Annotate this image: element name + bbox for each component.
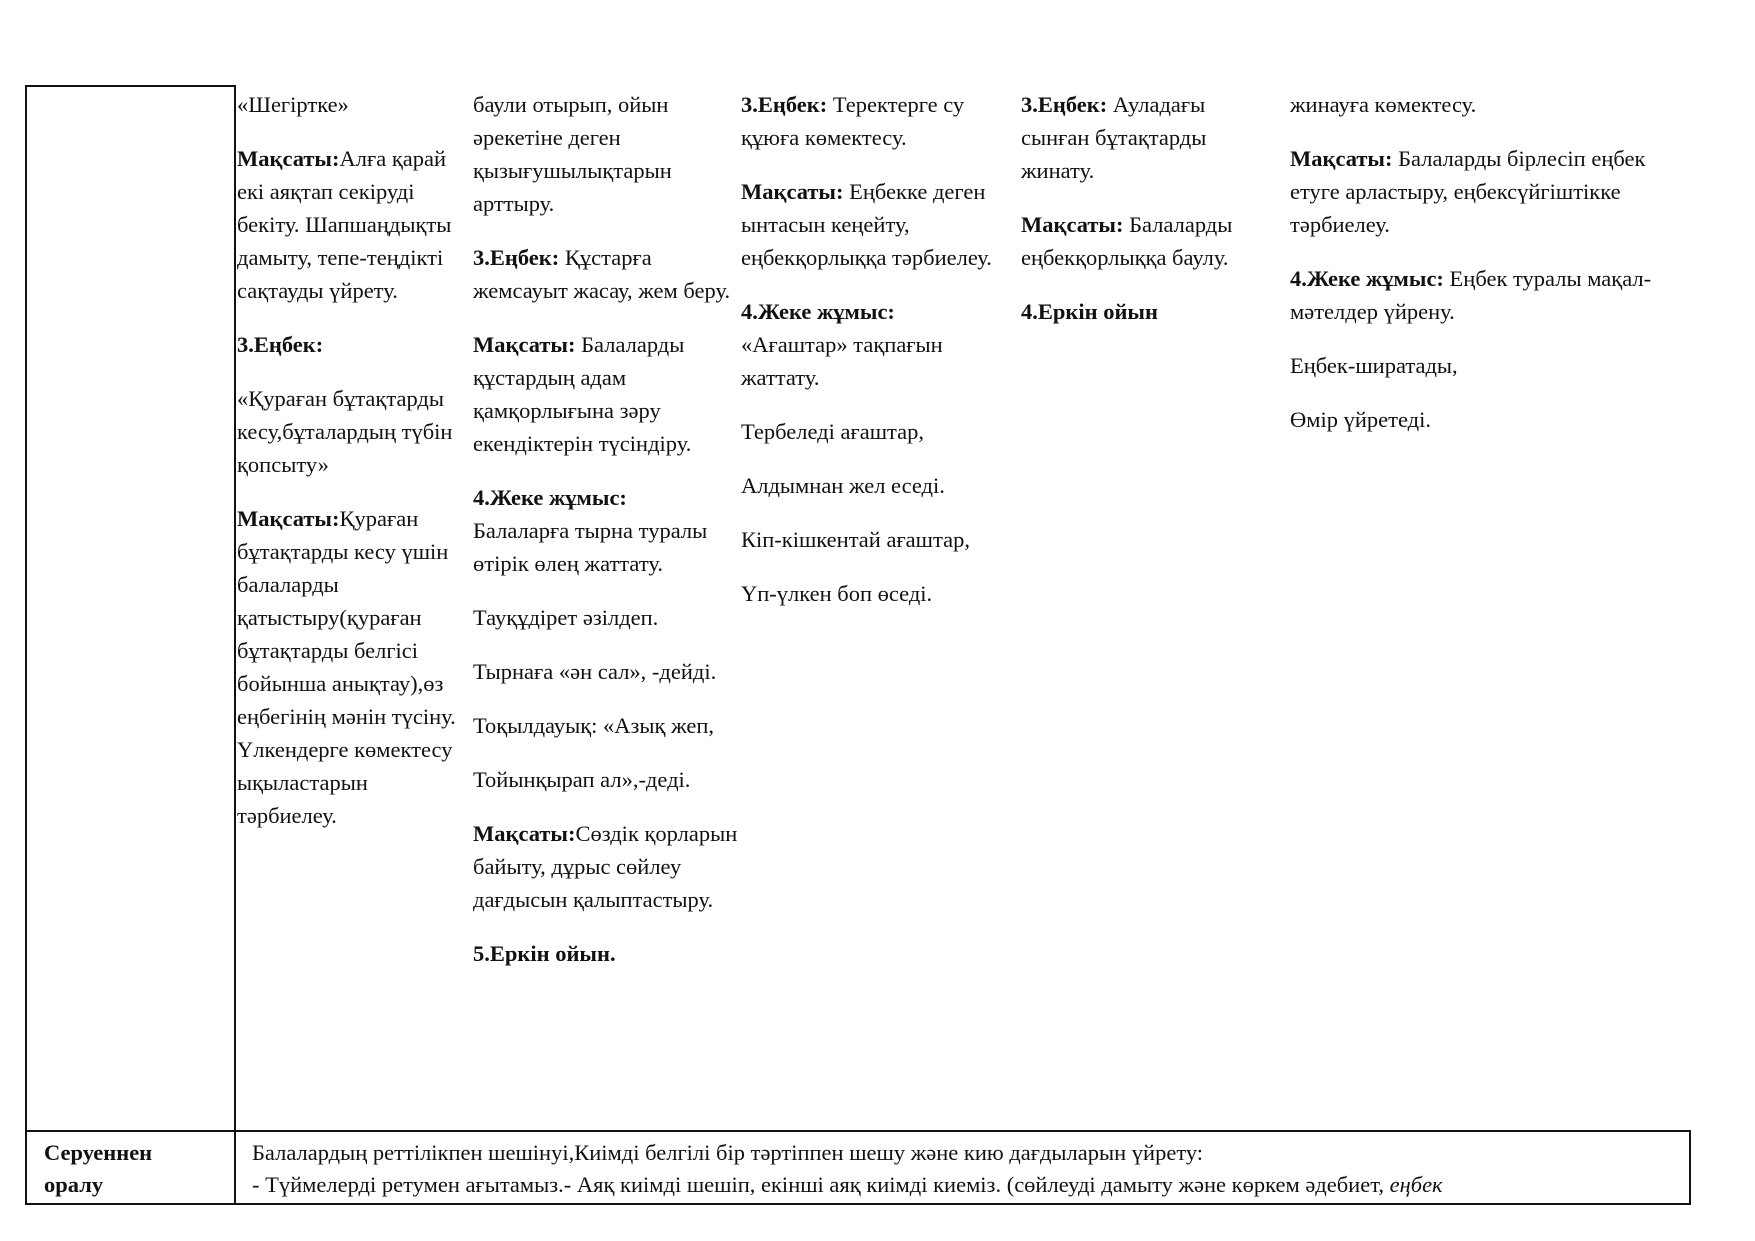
row-label-line: оралу: [44, 1172, 104, 1197]
col4-paragraph: [1021, 295, 1256, 328]
col3-individual-text: «Ағаштар» тақпағын жаттату.: [741, 332, 943, 390]
col3-poem-line: Алдымнан жел еседі.: [741, 473, 945, 498]
col1-paragraph: [237, 502, 472, 832]
row-content-italic: еңбек: [1389, 1172, 1443, 1197]
col2-poem-line: Тауқұдірет әзілдеп.: [473, 605, 659, 630]
col4-goal-text: Балаларды еңбекқорлыққа баулу.: [1021, 212, 1233, 270]
row-content-return-from-walk: [252, 1137, 1692, 1201]
column-3: [741, 88, 1013, 631]
col2-p1: баули отырып, ойын әрекетіне деген қызығушылықтарын арттыру.: [473, 92, 672, 216]
col2-poem-line: Тойынқырап ал»,-деді.: [473, 767, 691, 792]
col5-goal-text: Балаларды бірлесіп еңбек етуге арластыру, еңбексүйгіштікке тәрбиелеу.: [1290, 146, 1646, 237]
col5-paragraph: [1290, 349, 1700, 382]
col1-labor-text: «Қураған бұтақтарды кесу,бұталардың түбін қопсыту»: [237, 386, 453, 477]
col3-paragraph: [741, 577, 1013, 610]
col3-paragraph: [741, 295, 1013, 394]
col3-labor-text: Теректерге су құюға көмектесу.: [741, 92, 965, 150]
col3-poem-line: Үп-үлкен боп өседі.: [741, 581, 933, 606]
col2-goal-label: Мақсаты:: [473, 332, 576, 357]
col1-goal-text: Алға қарай екі аяқтап секіруді бекіту. Шапшаңдықты дамыту, тепе-теңдікті сақтауды үйрету.: [237, 146, 452, 303]
col5-individual-text: Еңбек туралы мақал-мәтелдер үйрену.: [1290, 266, 1652, 324]
col3-poem-line: Тербеледі ағаштар,: [741, 419, 924, 444]
col2-paragraph: [473, 937, 743, 970]
row-label-return-from-walk: [44, 1137, 152, 1201]
col1-goal2-text: Қураған бұтақтарды кесу үшін балаларды қатыстыру(қураған бұтақтарды белгісі бойынша анықтау),өз еңбегінің мәнін түсіну. Үлкендерге көмектесу ықыластарын тәрбиелеу.: [237, 506, 456, 828]
row-content-text: - Түймелерді ретумен ағытамыз.- Аяқ киімді шешіп, екінші аяқ киімді киеміз. (сөйлеуді дамыту және көркем әдебиет,: [252, 1172, 1390, 1197]
col3-paragraph: [741, 523, 1013, 556]
col2-individual-label: 4.Жеке жұмыс:: [473, 485, 627, 510]
column-4: [1021, 88, 1256, 349]
col2-free-play: 5.Еркін ойын.: [473, 941, 616, 966]
col1-goal2-label: Мақсаты:: [237, 506, 340, 531]
col2-paragraph: [473, 328, 743, 460]
col3-individual-label: 4.Жеке жұмыс:: [741, 299, 895, 324]
column-2: [473, 88, 743, 991]
col1-goal-label: Мақсаты:: [237, 146, 340, 171]
col2-paragraph: [473, 655, 743, 688]
column-divider: [234, 85, 236, 1205]
column-5: [1290, 88, 1700, 457]
col2-paragraph: [473, 817, 743, 916]
col2-paragraph: [473, 601, 743, 634]
col3-paragraph: [741, 88, 1013, 154]
col5-goal-label: Мақсаты:: [1290, 146, 1393, 171]
col2-goal-text: Балаларды құстардың адам қамқорлығына зәру екендіктерін түсіндіру.: [473, 332, 692, 456]
col2-goal2-label: Мақсаты:: [473, 821, 576, 846]
col1-paragraph: [237, 142, 472, 307]
col5-proverb-line: Өмір үйретеді.: [1290, 407, 1431, 432]
column-1: [237, 88, 472, 853]
col2-paragraph: [473, 481, 743, 580]
col2-goal2-text: Сөздік қорларын байыту, дұрыс сөйлеу дағдысын қалыптастыру.: [473, 821, 738, 912]
col4-paragraph: [1021, 88, 1256, 187]
col5-paragraph: [1290, 403, 1700, 436]
col1-paragraph: [237, 328, 472, 361]
col1-p1: «Шегіртке»: [237, 92, 349, 117]
col3-paragraph: [741, 415, 1013, 448]
col1-labor-label: 3.Еңбек:: [237, 332, 324, 357]
col5-paragraph: [1290, 262, 1700, 328]
col4-goal-label: Мақсаты:: [1021, 212, 1124, 237]
col3-labor-label: 3.Еңбек:: [741, 92, 828, 117]
col2-paragraph: [473, 763, 743, 796]
col2-paragraph: [473, 241, 743, 307]
col5-p1: жинауға көмектесу.: [1290, 92, 1477, 117]
col3-poem-line: Кіп-кішкентай ағаштар,: [741, 527, 970, 552]
row-content-line: [252, 1169, 1692, 1201]
col2-paragraph: [473, 709, 743, 742]
col2-individual-text: Балаларға тырна туралы өтірік өлең жаттату.: [473, 518, 708, 576]
col4-paragraph: [1021, 208, 1256, 274]
col5-individual-label: 4.Жеке жұмыс:: [1290, 266, 1444, 291]
col5-paragraph: [1290, 142, 1700, 241]
col3-goal-label: Мақсаты:: [741, 179, 844, 204]
col5-paragraph: [1290, 88, 1700, 121]
col4-labor-label: 3.Еңбек:: [1021, 92, 1108, 117]
row-divider: [25, 1130, 1690, 1132]
row-label-line: Серуеннен: [44, 1140, 153, 1165]
col2-labor-label: 3.Еңбек:: [473, 245, 560, 270]
col1-paragraph: [237, 88, 472, 121]
col2-labor-text: Құстарға жемсауыт жасау, жем беру.: [473, 245, 731, 303]
col2-poem-line: Тоқылдауық: «Азық жеп,: [473, 713, 715, 738]
col2-paragraph: [473, 88, 743, 220]
col2-poem-line: Тырнаға «ән сал», -дейді.: [473, 659, 717, 684]
col5-proverb-line: Еңбек-ширатады,: [1290, 353, 1458, 378]
table-bottom-border: [25, 1203, 1691, 1205]
col3-paragraph: [741, 175, 1013, 274]
table-top-border: [25, 85, 235, 87]
col3-paragraph: [741, 469, 1013, 502]
row-content-line: Балалардың реттілікпен шешінуі,Киімді белгілі бір тәртіппен шешу және кию дағдыларын үйрету:: [252, 1140, 1204, 1165]
table-left-border: [25, 85, 27, 1205]
col1-paragraph: [237, 382, 472, 481]
col4-labor-text: Ауладағы сынған бұтақтарды жинату.: [1021, 92, 1207, 183]
col4-free-play: 4.Еркін ойын: [1021, 299, 1158, 324]
col3-goal-text: Еңбекке деген ынтасын кеңейту, еңбекқорлыққа тәрбиелеу.: [741, 179, 992, 270]
